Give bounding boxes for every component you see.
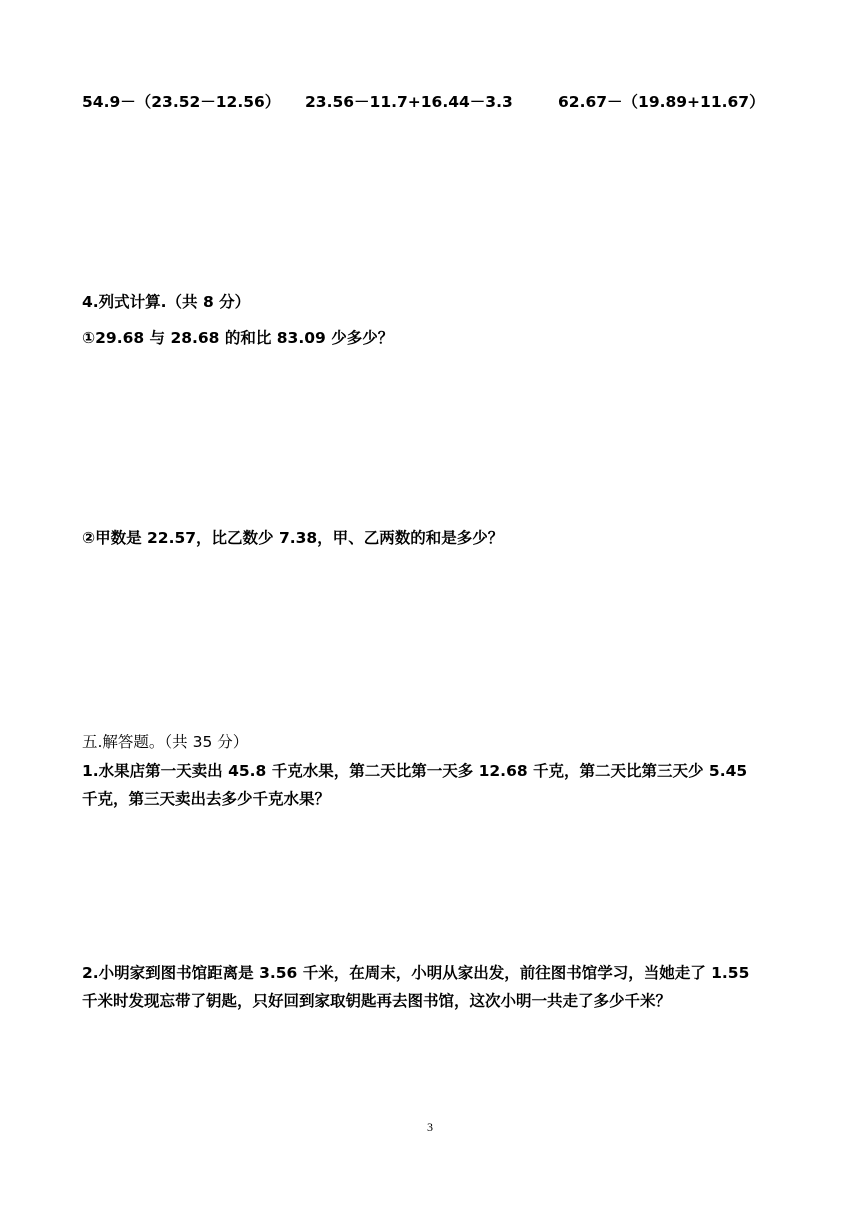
section-5-heading: 五.解答题。（共 35 分） xyxy=(82,733,249,751)
question-2: ②甲数是 22.57，比乙数少 7.38，甲、乙两数的和是多少？ xyxy=(82,529,504,547)
expression-1: 54.9－（23.52－12.56） xyxy=(82,93,281,111)
problem-2-line-2: 千米时发现忘带了钥匙，只好回到家取钥匙再去图书馆，这次小明一共走了多少千米？ xyxy=(82,992,672,1010)
problem-1-line-2: 千克，第三天卖出去多少千克水果？ xyxy=(82,790,331,808)
expression-2: 23.56－11.7+16.44－3.3 xyxy=(305,93,513,111)
question-1: ①29.68 与 28.68 的和比 83.09 少多少？ xyxy=(82,329,394,347)
expression-3: 62.67－（19.89+11.67） xyxy=(558,93,765,111)
problem-2-line-1: 2.小明家到图书馆距离是 3.56 千米，在周末，小明从家出发，前往图书馆学习，当她走了 1.55 xyxy=(82,964,750,982)
problem-1-line-1: 1.水果店第一天卖出 45.8 千克水果，第二天比第一天多 12.68 千克，第二天比第三天少 5.45 xyxy=(82,762,748,780)
page-number: 3 xyxy=(427,1120,433,1134)
section-4-heading: 4.列式计算.（共 8 分） xyxy=(82,293,251,311)
